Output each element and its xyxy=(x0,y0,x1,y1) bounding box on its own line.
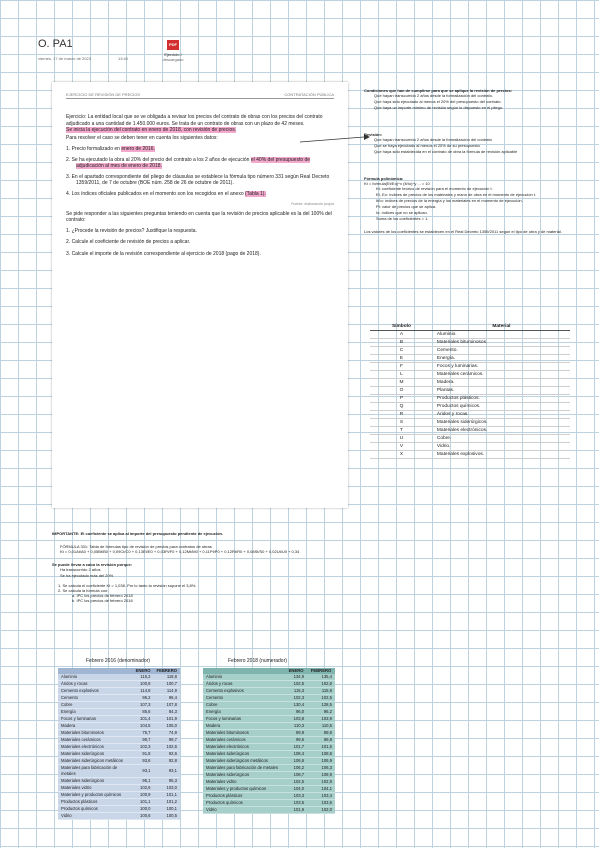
table-cell: 93,1 xyxy=(154,765,180,778)
step-text: Se calcula la fórmula con: xyxy=(62,588,109,593)
pdf-icon: PDF xyxy=(167,40,179,50)
table-row xyxy=(58,758,180,765)
bullet-item: Io: índices que no se aplican. xyxy=(376,210,428,215)
table-cell: 114,9 xyxy=(154,688,180,695)
table-cell: Cobre. xyxy=(433,435,570,443)
table-cell: 114,8 xyxy=(133,688,154,695)
table-cell: 95,1 xyxy=(133,778,154,785)
table-row xyxy=(370,419,570,427)
table-row xyxy=(58,702,180,709)
table-cell: 134,9 xyxy=(285,674,307,681)
doc-intro: Ejercicio: La entidad local que se ve obligada a revisar los precios del contrato de obras con los precios del contrato adjudicado a una cantidad de 1.450.000 euros. Se trata de un contrato de obras con un plazo de 42 meses. xyxy=(66,114,323,127)
table-row xyxy=(58,785,180,792)
table-row xyxy=(203,695,335,702)
table-cell: 92,6 xyxy=(154,751,180,758)
important-note: IMPORTANTE: El coeficiente se aplica al importe del presupuesto pendiente de ejecución. xyxy=(52,531,224,536)
substep-text: IPC los precios de febrero 2018 xyxy=(76,593,133,598)
item-number: 3. xyxy=(66,173,71,180)
substep-number: b. xyxy=(72,598,76,603)
table-cell: Materiales cerámicos. xyxy=(433,371,570,379)
table-cell: Cemento xyxy=(58,695,133,702)
table-cell: 107,3 xyxy=(133,702,154,709)
table-cell: X xyxy=(370,451,433,459)
table-cell: 102,6 xyxy=(154,744,180,751)
table-cell: O xyxy=(370,387,433,395)
table-row xyxy=(370,355,570,363)
table-cell: Productos químicos xyxy=(58,806,133,813)
table-cell: 106,6 xyxy=(285,758,307,765)
item-number: 2. xyxy=(66,156,71,163)
bullet-item: Que hayan transcurrido 2 años desde la formalización del contrato xyxy=(374,137,492,142)
table-cell: Materiales electrónicos xyxy=(203,744,285,751)
table-cell: 108,6 xyxy=(307,751,335,758)
table-cell: Materiales bituminosos. xyxy=(433,339,570,347)
question-number: 1. xyxy=(66,227,71,234)
table-cell: 85,6 xyxy=(133,709,154,716)
table-cell: V xyxy=(370,443,433,451)
table-row xyxy=(58,716,180,723)
arrow-icon xyxy=(300,132,370,146)
bullet-item: It/Io: índices de precios de la energía y los materiales en el momento de ejecución. xyxy=(376,198,523,203)
table-cell: 108,9 xyxy=(307,772,335,779)
question-number: 2. xyxy=(66,239,71,245)
table-cell: 102,6 xyxy=(133,785,154,792)
table-cell: 108,4 xyxy=(285,751,307,758)
table-cell: Materiales bituminosos xyxy=(58,730,133,737)
table-row xyxy=(203,681,335,688)
doc-questions xyxy=(66,228,334,258)
table-cell: 96,2 xyxy=(307,709,335,716)
item-text: Precio formalizado en xyxy=(71,146,120,152)
formula-label: FÓRMULA 331: Tabla de fórmulas tipo de revisión de precios para contratos de obras xyxy=(60,544,212,549)
conditions-list xyxy=(364,93,592,110)
table-cell: 102,5 xyxy=(285,779,307,786)
table-cell: 99,7 xyxy=(133,737,154,744)
table-row xyxy=(58,813,180,820)
table-cell: 103,3 xyxy=(285,793,307,800)
table-header-cell: FEBRERO xyxy=(307,668,335,674)
table-cell: 104,0 xyxy=(285,786,307,793)
table-cell: Materiales explosivos. xyxy=(433,451,570,459)
list-item xyxy=(66,174,334,187)
table-cell: 100,5 xyxy=(154,813,180,820)
table-cell: 118,8 xyxy=(154,674,180,681)
table-cell: Materiales y productos químicos xyxy=(58,792,133,799)
conditions-title: Condiciones que han de cumplirse para que se aplique la revisión de precios: xyxy=(364,88,513,93)
item-highlight: (Tabla 1). xyxy=(245,190,266,197)
table-cell: 107,8 xyxy=(154,702,180,709)
table-cell: 102,9 xyxy=(307,779,335,786)
table-cell: Q xyxy=(370,403,433,411)
table-cell: Materiales electrónicos xyxy=(58,744,133,751)
table-cell: Vidrio xyxy=(58,813,133,820)
table-cell: Materiales siderúrgicos xyxy=(203,751,285,758)
table-cell: 108,7 xyxy=(285,772,307,779)
table-left-title: Febrero 2016 (denominador) xyxy=(86,658,150,664)
table-row xyxy=(203,779,335,786)
table-cell: C xyxy=(370,347,433,355)
table-cell: Materiales bituminosos xyxy=(203,730,285,737)
table-cell: 74,9 xyxy=(154,730,180,737)
question-item xyxy=(66,251,334,258)
table-row xyxy=(203,723,335,730)
table-cell: 100,0 xyxy=(133,806,154,813)
table-header-cell: Material xyxy=(433,323,570,331)
table-cell: R xyxy=(370,411,433,419)
table-cell: Materiales electrónicos. xyxy=(433,427,570,435)
table-row xyxy=(203,688,335,695)
table-row xyxy=(58,730,180,737)
table-row xyxy=(203,737,335,744)
table-cell: 91,8 xyxy=(133,751,154,758)
table-cell: 106,3 xyxy=(307,765,335,772)
table-cell: Cemento xyxy=(203,695,285,702)
table-row xyxy=(370,339,570,347)
table-row xyxy=(203,793,335,800)
doc-head-right: CONTRATACIÓN PÚBLICA xyxy=(284,92,334,97)
table-cell: Aluminio. xyxy=(433,331,570,339)
note-time: 13:40 xyxy=(118,56,129,61)
table-row xyxy=(203,786,335,793)
item-number: 4. xyxy=(66,190,71,197)
question-text: ¿Procede la revisión de precios? Justifique la respuesta. xyxy=(71,227,197,234)
table-row xyxy=(58,799,180,806)
table-row xyxy=(58,765,180,778)
table-cell: 102,5 xyxy=(285,681,307,688)
table-cell: Aluminio xyxy=(58,674,133,681)
attachment-sub: descargado xyxy=(162,57,184,62)
table-cell: 101,7 xyxy=(285,744,307,751)
table-cell: L xyxy=(370,371,433,379)
table-row xyxy=(203,744,335,751)
table-cell: 103,4 xyxy=(307,793,335,800)
table-cell: Materiales para fabricación de metales xyxy=(58,765,133,778)
table-cell: Áridos y rocas xyxy=(58,681,133,688)
table-row xyxy=(370,363,570,371)
table-cell: 96,4 xyxy=(154,695,180,702)
table-cell: Focos y luminarias. xyxy=(433,363,570,371)
table-row xyxy=(58,681,180,688)
list-item xyxy=(66,146,334,153)
bullet-item: Kt: coeficiente teórico de revisión para el momento de ejecución t. xyxy=(376,186,493,191)
table-cell: 115,2 xyxy=(133,674,154,681)
table-cell: Cemento explosivos xyxy=(203,688,285,695)
table-cell: Áridos y rocas. xyxy=(433,411,570,419)
bullet-item: Que se haya ejecutado al menos el 20% de su presupuesto xyxy=(374,143,480,148)
table-row xyxy=(370,331,570,339)
table-cell: Energía. xyxy=(433,355,570,363)
table-cell: 75,7 xyxy=(133,730,154,737)
table-row xyxy=(203,758,335,765)
bullet-item: Que haya sido ejecutado al menos el 20% del presupuesto del contrato. xyxy=(374,99,502,104)
doc-items xyxy=(66,146,334,197)
table-cell: 103,9 xyxy=(307,716,335,723)
table-cell: Áridos y rocas xyxy=(203,681,285,688)
table-cell: Focos y luminarias xyxy=(58,716,133,723)
table-cell: 93,6 xyxy=(133,758,154,765)
table-cell: B xyxy=(370,339,433,347)
table-cell: 101,4 xyxy=(133,716,154,723)
table-cell: 130,4 xyxy=(285,702,307,709)
table-cell: Madera xyxy=(58,723,133,730)
question-item xyxy=(66,228,334,235)
bullet-item: Pt: valor de precios que se aplica. xyxy=(376,204,437,209)
table-cell: Cemento explosivos xyxy=(58,688,133,695)
table-cell: Energía xyxy=(58,709,133,716)
table-row xyxy=(203,772,335,779)
table-row xyxy=(370,435,570,443)
table-row xyxy=(58,778,180,785)
table-cell: Productos químicos. xyxy=(433,403,570,411)
table-cell: 92,8 xyxy=(154,758,180,765)
table-right-title: Febrero 2018 (numerador) xyxy=(228,658,287,664)
table-cell: M xyxy=(370,379,433,387)
table-cell: 105,0 xyxy=(154,723,180,730)
formula-title: Fórmula polinómica: xyxy=(364,176,404,181)
list-item xyxy=(66,191,334,198)
doc-intro2: Para resolver el caso se deben tener en cuenta los siguientes datos: xyxy=(66,134,218,141)
table-row xyxy=(203,702,335,709)
table-cell: Productos plásticos xyxy=(58,799,133,806)
table-cell: Materiales para fabricación de metales xyxy=(203,765,285,772)
substep-number: a. xyxy=(72,593,76,598)
substep-item xyxy=(58,598,372,603)
list-item xyxy=(66,157,334,170)
table-row xyxy=(370,403,570,411)
table-header-cell: Símbolo xyxy=(370,323,433,331)
table-cell: 106,9 xyxy=(307,758,335,765)
table-cell: 103,8 xyxy=(285,716,307,723)
table-cell: 89,6 xyxy=(307,730,335,737)
table-row xyxy=(58,737,180,744)
table-row xyxy=(203,730,335,737)
table-row xyxy=(58,695,180,702)
table-row xyxy=(370,379,570,387)
doc-note-right: Fuente: elaboración propia xyxy=(291,202,334,206)
table-cell: 99,6 xyxy=(285,737,307,744)
bullet-item: Que hayan transcurrido 2 años desde la formalización del contrato. xyxy=(374,93,493,98)
table-cell: 100,6 xyxy=(133,813,154,820)
doc-intro-highlight: Se inicia la ejecución del contrato en enero de 2018, con revisión de precios. xyxy=(66,127,237,133)
question-text: Calcule el importe de la revisión correspondiente al ejercicio de 2018 (pago de 2018). xyxy=(71,250,261,257)
table-row xyxy=(203,751,335,758)
table-cell: Productos químicos xyxy=(203,800,285,807)
table-row xyxy=(203,765,335,772)
table-cell: 103,6 xyxy=(307,800,335,807)
table-cell: Energía xyxy=(203,709,285,716)
table-cell: Cemento. xyxy=(433,347,570,355)
page-title: O. PA1 xyxy=(38,38,73,50)
table-cell: Materiales siderúrgicos metálicos xyxy=(203,758,285,765)
table-cell: 115,8 xyxy=(307,688,335,695)
table-cell: 102,6 xyxy=(307,681,335,688)
table-row xyxy=(370,395,570,403)
revision-list xyxy=(364,137,592,154)
attachment-label: Ejercicio I xyxy=(164,52,182,57)
table-cell: Materiales cerámicos xyxy=(203,737,285,744)
table-cell: 102,3 xyxy=(133,744,154,751)
table-cell: Materiales siderúrgicos xyxy=(58,751,133,758)
table-cell: 102,3 xyxy=(285,695,307,702)
step-text: Se calcula el coeficiente Kt = 1,038. Por lo tanto la revisión supone el 3,8%. xyxy=(62,583,197,588)
note-date: viernes, 17 de marzo de 2023 xyxy=(38,56,91,61)
table-cell: 100,8 xyxy=(133,681,154,688)
table-row xyxy=(58,688,180,695)
table-cell: Productos plásticos xyxy=(203,793,285,800)
steps-list xyxy=(52,583,372,603)
question-number: 3. xyxy=(66,250,71,257)
materials-table xyxy=(370,323,570,459)
table-cell: Materiales cerámicos xyxy=(58,737,133,744)
table-cell: 89,9 xyxy=(285,730,307,737)
table-cell: 128,5 xyxy=(307,702,335,709)
table-cell: P xyxy=(370,395,433,403)
table-row xyxy=(58,744,180,751)
table-cell: 106,2 xyxy=(285,765,307,772)
attachment[interactable] xyxy=(158,40,188,62)
table-cell: Materiales y productos químicos xyxy=(203,786,285,793)
table-cell: Materiales vidrio xyxy=(203,779,285,786)
revision-title: Revisión: xyxy=(364,132,383,137)
item-highlight: enero de 2016. xyxy=(121,146,155,152)
table-row xyxy=(58,792,180,799)
doc-head-left: EJERCICIO DE REVISIÓN DE PRECIOS xyxy=(66,92,141,97)
table-cell: F xyxy=(370,363,433,371)
table-cell: 95,3 xyxy=(154,778,180,785)
table-cell: 102,5 xyxy=(307,695,335,702)
table-header-cell: FEBRERO xyxy=(154,668,180,674)
formula-note: Los valores de los coeficientes se establecen en el Real Decreto 1359/2011 según el tipo de obra y de material. xyxy=(364,229,562,234)
table-cell: Materiales siderúrgicos metálicos xyxy=(58,758,133,765)
table-row xyxy=(203,807,335,814)
bullet-item: Que haya un importe mínimo de revisión según lo dispuesto en el pliego. xyxy=(374,105,504,110)
step-number: 2. xyxy=(58,588,62,593)
reason-title: Se puede llevar a cabo la revisión porque: xyxy=(52,562,133,567)
table-row xyxy=(58,751,180,758)
reason-list xyxy=(52,567,372,578)
bullet-item: Que haya sido establecida en el contrato de obra la fórmula de revisión aplicable xyxy=(374,149,518,154)
item-text: En el apartado correspondiente del pliego de cláusulas se establece la fórmula tipo número 331 según Real Decreto 1359/2011, de 7 de octubre (BOE núm. 258 de 26 de octubre de 2011). xyxy=(71,173,330,186)
table-cell: Vidrio. xyxy=(433,443,570,451)
table-cell: 110,3 xyxy=(285,723,307,730)
table-cell: Materiales vidrio xyxy=(58,785,133,792)
bullet-item: Se ha ejecutado más del 20% xyxy=(60,573,114,578)
table-cell: Cobre xyxy=(203,702,285,709)
table-cell: Productos plásticos. xyxy=(433,395,570,403)
table-cell: U xyxy=(370,435,433,443)
table-cell: 104,1 xyxy=(307,786,335,793)
table-cell: Materiales siderúrgicos xyxy=(58,778,133,785)
bullet-item: Ha transcurrido 2 años xyxy=(60,567,101,572)
table-row xyxy=(370,451,570,459)
table-cell: 93,1 xyxy=(133,765,154,778)
table-header-cell: ENERO xyxy=(133,668,154,674)
table-cell: 100,9 xyxy=(133,792,154,799)
table-header-cell: ENERO xyxy=(285,668,307,674)
table-cell: Materiales siderúrgicos xyxy=(203,772,285,779)
table-cell: T xyxy=(370,427,433,435)
doc-question-intro: Se pide responder a las siguientes preguntas teniendo en cuenta que la revisión de precios aplicable es la del 100% del contrato: xyxy=(66,210,332,223)
table-cell: Madera. xyxy=(433,379,570,387)
formula-main: Kt = formula(Et/Eo)^x (It/Io)^y ... = 10 xyxy=(364,181,430,186)
table-row xyxy=(370,347,570,355)
table-row xyxy=(203,709,335,716)
table-cell: 102,0 xyxy=(307,807,335,814)
question-item xyxy=(66,239,334,246)
ipc-table-2018 xyxy=(203,668,335,814)
table-row xyxy=(370,411,570,419)
table-cell: Cobre xyxy=(58,702,133,709)
table-cell: Madera xyxy=(203,723,285,730)
table-row xyxy=(58,806,180,813)
table-cell: 101,5 xyxy=(307,744,335,751)
table-cell: S xyxy=(370,419,433,427)
table-cell: 101,9 xyxy=(285,807,307,814)
table-row xyxy=(370,427,570,435)
table-row xyxy=(370,371,570,379)
item-text: Los índices oficiales publicados en el momento son los recogidos en el anexo xyxy=(71,190,244,197)
table-cell: 84,3 xyxy=(154,709,180,716)
table-cell: 101,1 xyxy=(133,799,154,806)
question-text: Calcule el coeficiente de revisión de precios a aplicar. xyxy=(71,239,191,245)
table-cell: 101,1 xyxy=(154,792,180,799)
table-row xyxy=(370,443,570,451)
table-cell: 100,7 xyxy=(154,681,180,688)
table-cell: Materiales siderúrgicos. xyxy=(433,419,570,427)
table-row xyxy=(203,800,335,807)
table-cell: 100,1 xyxy=(154,806,180,813)
table-cell: 96,0 xyxy=(285,709,307,716)
table-row xyxy=(370,387,570,395)
item-text: Se ha ejecutado la obra al 20% del precio del contrato a los 2 años de ejecución xyxy=(71,156,250,163)
table-cell: 104,5 xyxy=(133,723,154,730)
table-cell: 103,0 xyxy=(154,785,180,792)
ipc-table-2016 xyxy=(58,668,180,820)
table-cell: E xyxy=(370,355,433,363)
item-number: 1. xyxy=(66,146,71,152)
bullet-item: Suma de los coeficientes = 1. xyxy=(376,216,429,221)
step-number: 1. xyxy=(58,583,62,588)
table-cell: A xyxy=(370,331,433,339)
table-cell: 110,5 xyxy=(307,723,335,730)
table-cell: 99,8 xyxy=(307,737,335,744)
table-cell: 96,2 xyxy=(133,695,154,702)
table-cell: 103,5 xyxy=(285,800,307,807)
table-cell: Aluminio xyxy=(203,674,285,681)
table-cell: 135,4 xyxy=(307,674,335,681)
table-cell: 101,2 xyxy=(154,799,180,806)
table-cell: 99,7 xyxy=(154,737,180,744)
table-row xyxy=(58,723,180,730)
substep-text: IPC los precios de febrero 2016 xyxy=(76,598,133,603)
table-row xyxy=(203,716,335,723)
table-cell: Vidrio xyxy=(203,807,285,814)
formula-lines xyxy=(364,186,592,221)
table-cell: Plantas. xyxy=(433,387,570,395)
table-cell: Focos y luminarias xyxy=(203,716,285,723)
formula-text: Kt = 0,01At/A0 + 0,05Bt/B0 + 0,09Ct/C0 + 0,13Et/E0 + 0,03Ft/F0 + 0,12Mt/M0 + 0,11Pt/P0 + 0,12Rt/R0 + 0,08St/S0 + 0,02Ut/U0 + 0,34 xyxy=(60,549,300,554)
table-cell: 115,3 xyxy=(285,688,307,695)
item-highlight: el 40% del presupuesto de adjudicación al mes de enero de 2018. xyxy=(76,156,311,169)
bullet-item: Et, Eo: índices de precios de los materiales y mano de obra en el momento de ejecución t. xyxy=(376,192,537,197)
table-row xyxy=(58,709,180,716)
table-cell: 101,9 xyxy=(154,716,180,723)
